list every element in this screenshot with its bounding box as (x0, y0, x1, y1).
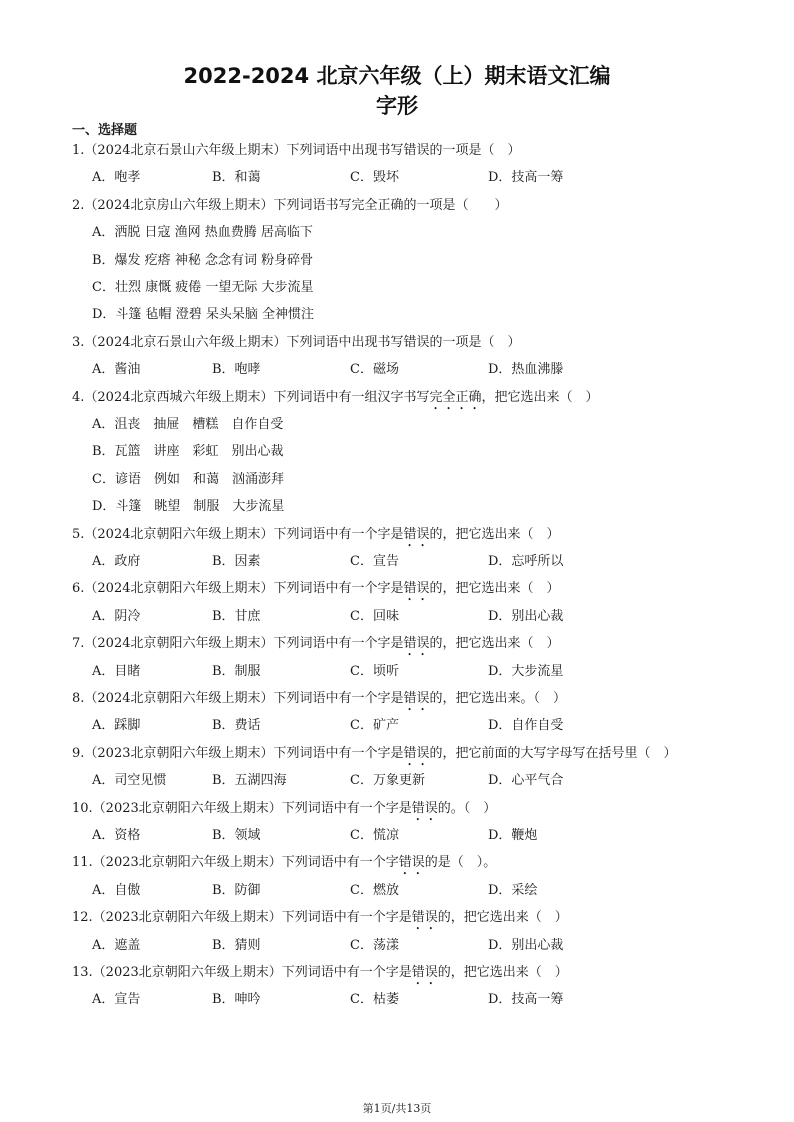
stem-text: 10.（2023北京朝阳六年级上期末）下列词语中有一个字是 (72, 800, 412, 816)
question-stem (72, 580, 560, 604)
answer-option: C．万象更新 (350, 773, 425, 789)
answer-option: D．大步流星 (488, 663, 564, 679)
stem-emphasis: 错误 (403, 526, 430, 542)
stem-text: 8.（2024北京朝阳六年级上期末）下列词语中有一个字是 (72, 691, 404, 706)
answer-option: D．斗篷 眺望 制服 大步流星 (92, 499, 285, 515)
question-stem: 1.（2024北京石景山六年级上期末）下列词语中出现书写错误的一项是（ ） (72, 143, 521, 158)
stem-text: 的，把它选出来（ ） (429, 526, 560, 542)
answer-option: D．技高一筹 (488, 992, 564, 1008)
answer-option: C．磁场 (350, 362, 399, 378)
stem-text: 的，把它选出来。（ ） (429, 691, 567, 706)
answer-option: D．热血沸滕 (488, 362, 564, 378)
question-stem (72, 800, 496, 824)
question-stem (72, 635, 560, 659)
stem-text: 5.（2024北京朝阳六年级上期末）下列词语中有一个字是 (72, 526, 404, 542)
answer-option: D．别出心裁 (488, 608, 564, 624)
stem-text: 的是（ ）。 (424, 855, 497, 871)
answer-option: B．费话 (212, 718, 261, 734)
answer-option: D．心平气合 (488, 773, 564, 789)
answer-option: C．燃放 (350, 882, 399, 898)
stem-emphasis: 错误 (403, 581, 430, 597)
page-number: 第1页/共13页 (362, 1102, 432, 1115)
answer-option: D．技高一筹 (488, 170, 564, 186)
answer-option: C．矿产 (350, 718, 399, 734)
options-row (92, 717, 772, 735)
answer-option: A．司空见惯 (92, 773, 167, 789)
stem-text: ，把它选出来（ ） (481, 389, 599, 405)
answer-option: D．忘呼所以 (488, 554, 564, 569)
options-row (92, 361, 772, 379)
question-stem (72, 389, 599, 413)
stem-text: 4.（2024北京西城六年级上期末）下列词语中有一组汉字书写 (72, 389, 430, 405)
stem-emphasis: 完全正确 (429, 389, 482, 405)
answer-option: A．沮丧 抽屉 槽糕 自作自受 (92, 417, 284, 432)
stem-emphasis: 错误 (411, 910, 438, 926)
answer-option: B．和蔼 (212, 170, 261, 186)
stem-emphasis: 错误 (398, 855, 425, 871)
stem-text: 6.（2024北京朝阳六年级上期末）下列词语中有一个字是 (72, 581, 404, 597)
question-stem (72, 854, 496, 878)
question-stem (72, 745, 677, 769)
stem-text: 7.（2024北京朝阳六年级上期末）下列词语中有一个字是 (72, 636, 404, 652)
answer-option: B．爆发 疙瘩 神秘 念念有词 粉身碎骨 (92, 252, 314, 268)
answer-option: A．遮盖 (92, 937, 141, 953)
options-row (92, 827, 772, 845)
answer-option: C．慌凉 (350, 828, 399, 843)
answer-option: D．自作自受 (488, 718, 564, 734)
answer-option: A．自傲 (92, 882, 141, 898)
answer-option: A．踩脚 (92, 718, 141, 734)
options-row (92, 991, 772, 1009)
options-row (92, 882, 772, 900)
question-stem (72, 526, 560, 550)
stem-emphasis: 错误 (403, 691, 430, 706)
question-stem: 3.（2024北京石景山六年级上期末）下列词语中出现书写错误的一项是（ ） (72, 334, 521, 350)
answer-option: D．鞭炮 (488, 828, 538, 843)
options-row (92, 937, 772, 955)
answer-option: A．目睹 (92, 663, 141, 679)
stem-emphasis: 错误 (403, 745, 430, 761)
stem-text: 11.（2023北京朝阳六年级上期末）下列词语中有一个字 (72, 855, 399, 871)
answer-option: B．猜则 (212, 937, 261, 953)
stem-text: 的。（ ） (437, 800, 497, 816)
answer-option: A．酱油 (92, 362, 141, 378)
answer-option: A．洒脱 日寇 渔网 热血费腾 居高临下 (92, 225, 313, 241)
stem-text: 13.（2023北京朝阳六年级上期末）下列词语中有一个字是 (72, 965, 412, 980)
stem-emphasis: 错误 (403, 636, 430, 652)
answer-option: C．毁坏 (350, 170, 399, 186)
answer-option: B．因素 (212, 554, 261, 569)
stem-text: 的，把它选出来（ ） (429, 581, 560, 597)
stem-text: 的，把它选出来（ ） (437, 910, 568, 926)
answer-option: A．政府 (92, 554, 141, 569)
answer-option: B．防御 (212, 882, 261, 898)
options-row (92, 663, 772, 681)
answer-option: C．壮烈 康慨 疲倦 一望无际 大步流星 (92, 280, 314, 295)
answer-option: B．领域 (212, 828, 261, 843)
answer-option: B．制服 (212, 663, 261, 679)
answer-option: B．甘庶 (212, 608, 261, 624)
answer-option: C．顷听 (350, 663, 399, 679)
answer-option: B．五湖四海 (212, 773, 287, 789)
answer-option: D．斗篷 毡帽 澄碧 呆头呆脑 全神惯注 (92, 307, 314, 323)
page-title: 2022-2024 北京六年级（上）期末语文汇编 (183, 64, 611, 88)
question-stem (72, 690, 566, 714)
question-stem (72, 909, 568, 933)
options-row (92, 772, 772, 790)
options-row (92, 553, 772, 571)
answer-option: B．呻吟 (212, 992, 261, 1008)
stem-text: 的，把它前面的大写字母写在括号里（ ） (429, 745, 677, 761)
question-stem (72, 964, 568, 988)
stem-text: 的，把它选出来（ ） (437, 965, 568, 980)
answer-option: C．荡漾 (350, 937, 399, 953)
answer-option: C．谚语 例如 和蔼 汹涌澎拜 (92, 471, 284, 487)
answer-option: C．宣告 (350, 554, 399, 569)
stem-text: 12.（2023北京朝阳六年级上期末）下列词语中有一个字是 (72, 910, 412, 926)
answer-option: D．别出心裁 (488, 937, 564, 953)
options-row (92, 608, 772, 626)
stem-text: 的，把它选出来（ ） (429, 636, 560, 652)
answer-option: B．咆哮 (212, 362, 261, 378)
question-stem: 2.（2024北京房山六年级上期末）下列词语书写完全正确的一项是（ ） (72, 197, 508, 213)
answer-option: A．阴冷 (92, 608, 141, 624)
answer-option: D．采绘 (488, 882, 538, 898)
stem-text: 9.（2023北京朝阳六年级上期末）下列词语中有一个字是 (72, 745, 404, 761)
answer-option: A．宣告 (92, 992, 141, 1008)
answer-option: A．咆孝 (92, 170, 141, 186)
answer-option: A．资格 (92, 828, 141, 843)
page-subtitle: 字形 (376, 94, 418, 118)
answer-option: C．回味 (350, 608, 399, 624)
answer-option: C．枯萎 (350, 992, 399, 1008)
answer-option: B．瓦篮 讲座 彩虹 别出心裁 (92, 444, 284, 460)
options-row (92, 169, 772, 187)
stem-emphasis: 错误 (411, 965, 438, 980)
section-heading: 一、选择题 (72, 123, 138, 138)
stem-emphasis: 错误 (411, 800, 438, 816)
